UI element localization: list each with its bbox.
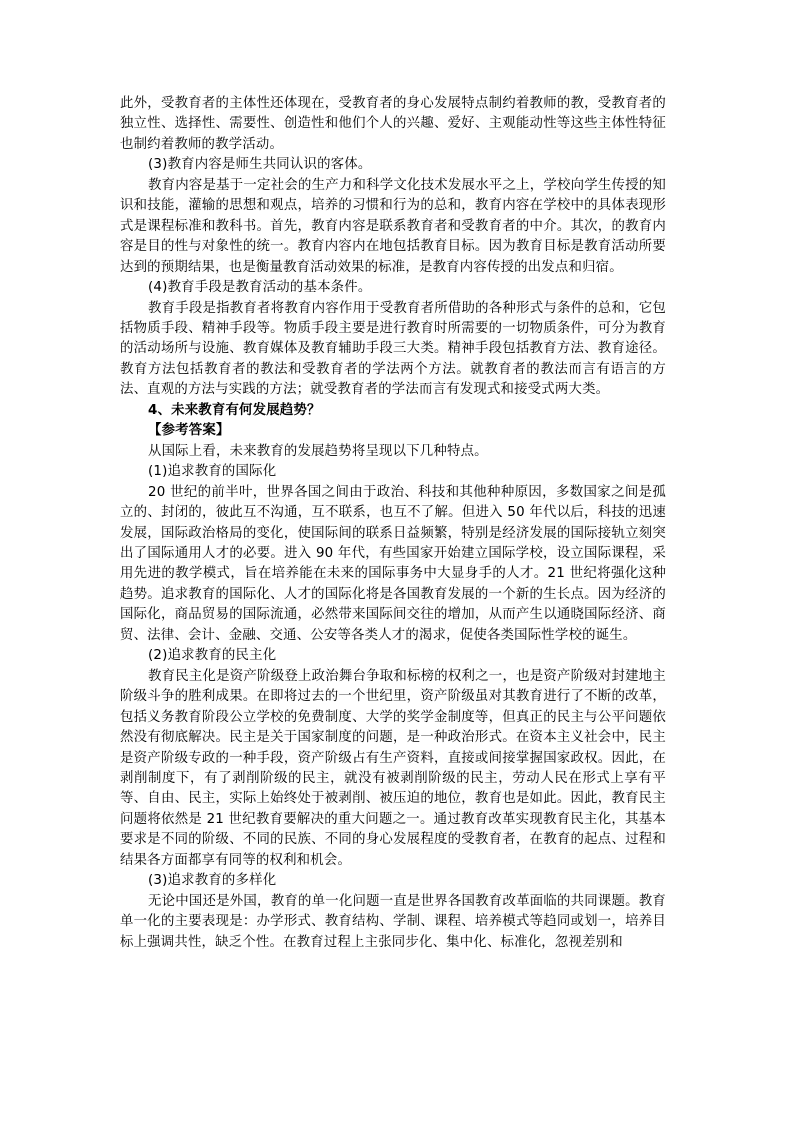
paragraph-internationalization: 20 世纪的前半叶，世界各国之间由于政治、科技和其他种种原因，多数国家之间是孤立的、封闭的，彼此互不沟通，互不联系，也互不了解。但进入 50 年代以后，科技的迅速发展，国际政治格局的变化，使国际间的联系日益频繁，特别是经济发展的国际接轨立刻突出了国际通用人才的必要。进入 90 年代，有些国家开始建立国际学校，设立国际课程，采用先进的教学模式，旨在培养能在未来的国际事务中大显身手的人才。21 世纪将强化这种趋势。追求教育的国际化、人才的国际化将是各国教育发展的一个新的生长点。因为经济的国际化，商品贸易的国际流通，必然带来国际间交往的增加，从而产生以通晓国际经济、商贸、法律、会计、金融、交通、公安等各类人才的渴求，促使各类国际性学校的诞生。	[120, 484, 666, 643]
subheading-internationalization: (1)追求教育的国际化	[148, 464, 277, 480]
subheading-democratization: (2)追求教育的民主化	[148, 648, 277, 664]
paragraph-education-content: 教育内容是基于一定社会的生产力和科学文化技术发展水平之上，学校向学生传授的知识和技能，灌输的思想和观点，培养的习惯和行为的总和，教育内容在学校中的具体表现形式是课程标准和教科书。首先，教育内容是联系教育者和受教育者的中介。其次，的教育内容是目的性与对象性的统一。教育内容内在地包括教育目标。因为教育目标是教育活动所要达到的预期结果，也是衡量教育活动效果的标准，是教育内容传授的出发点和归宿。	[120, 177, 666, 275]
subheading-education-content: (3)教育内容是师生共同认识的客体。	[148, 157, 372, 173]
paragraph-education-means: 教育手段是指教育者将教育内容作用于受教育者所借助的各种形式与条件的总和，它包括物质手段、精神手段等。物质手段主要是进行教育时所需要的一切物质条件，可分为教育的活动场所与设施、教育媒体及教育辅助手段三大类。精神手段包括教育方法、教育途径。教育方法包括教育者的教法和受教育者的学法两个方法。就教育者的教法而言有语言的方法、直观的方法与实践的方法；就受教育者的学法而言有发现式和接受式两大类。	[120, 300, 666, 398]
answer-label: 【参考答案】	[148, 423, 230, 439]
subheading-diversification: (3)追求教育的多样化	[148, 873, 277, 889]
paragraph-democratization: 教育民主化是资产阶级登上政治舞台争取和标榜的权利之一，也是资产阶级对封建地主阶级斗争的胜利成果。在即将过去的一个世纪里，资产阶级虽对其教育进行了不断的改革，包括义务教育阶段公立学校的免费制度、大学的奖学金制度等，但真正的民主与公平问题依然没有彻底解决。民主是关于国家制度的问题，是一种政治形式。在资本主义社会中，民主是资产阶级专政的一种手段，资产阶级占有生产资料，直接或间接掌握国家政权。因此，在剥削制度下，有了剥削阶级的民主，就没有被剥削阶级的民主，劳动人民在形式上享有平等、自由、民主，实际上始终处于被剥削、被压迫的地位，教育也是如此。因此，教育民主问题将依然是 21 世纪教育要解决的重大问题之一。通过教育改革实现教育民主化，其基本要求是不同的阶级、不同的民族、不同的身心发展程度的受教育者，在教育的起点、过程和结果各方面都享有同等的权利和机会。	[120, 668, 666, 868]
paragraph-diversification: 无论中国还是外国，教育的单一化问题一直是世界各国教育改革面临的共同课题。教育单一化的主要表现是：办学形式、教育结构、学制、课程、培养模式等趋同或划一，培养目标上强调共性，缺乏个性。在教育过程上主张同步化、集中化、标准化，忽视差别和	[120, 893, 666, 950]
paragraph-student-subjectivity: 此外，受教育者的主体性还体现在，受教育者的身心发展特点制约着教师的教，受教育者的独立性、选择性、需要性、创造性和他们个人的兴趣、爱好、主观能动性等这些主体性特征也制约着教师的教学活动。	[120, 96, 666, 152]
subheading-education-means: (4)教育手段是教育活动的基本条件。	[148, 280, 372, 296]
question-4: 4、未来教育有何发展趋势？	[148, 402, 321, 418]
paragraph-trends-intro: 从国际上看，未来教育的发展趋势将呈现以下几种特点。	[148, 443, 488, 459]
document-page	[120, 94, 666, 953]
